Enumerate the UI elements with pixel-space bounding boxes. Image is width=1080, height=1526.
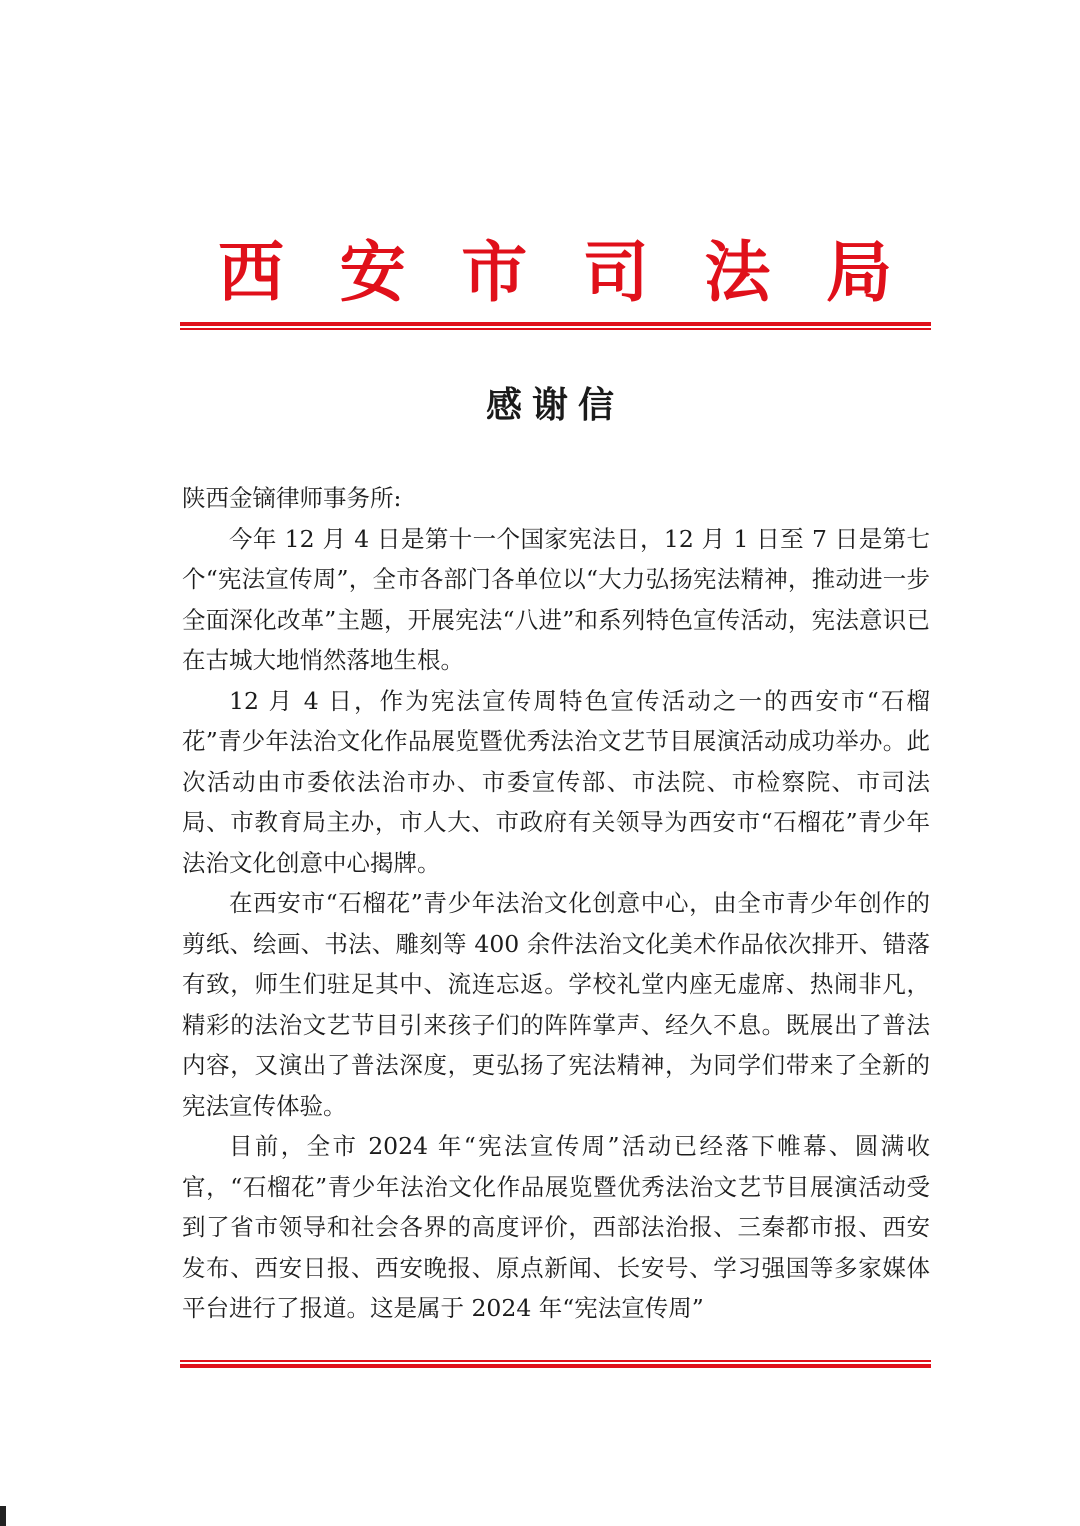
letterhead-title bbox=[180, 232, 930, 312]
paragraph: 目前，全市 2024 年“宪法宣传周”活动已经落下帷幕、圆满收官，“石榴花”青少年法治文化作品展览暨优秀法治文艺节目展演活动受到了省市领导和社会各界的高度评价，西部法治报、三秦都市报、西安发布、西安日报、西安晚报、原点新闻、长安号、学习强国等多家媒体平台进行了报道。这是属于 2024 年“宪法宣传周” bbox=[182, 1132, 930, 1322]
letterhead-char: 西 bbox=[218, 233, 284, 311]
paragraph: 12 月 4 日，作为宪法宣传周特色宣传活动之一的西安市“石榴花”青少年法治文化作品展览暨优秀法治文艺节目展演活动成功举办。此次活动由市委依法治市办、市委宣传部、市法院、市检察院、市司法局、市教育局主办，市人大、市政府有关领导为西安市“石榴花”青少年法治文化创意中心揭牌。 bbox=[182, 686, 930, 877]
paragraph: 今年 12 月 4 日是第十一个国家宪法日，12 月 1 日至 7 日是第七个“宪法宣传周”，全市各部门各单位以“大力弘扬宪法精神，推动进一步全面深化改革”主题，开展宪法“八进”和系列特色宣传活动，宪法意识已在古城大地悄然落地生根。 bbox=[182, 524, 930, 674]
salutation: 陕西金镝律师事务所: bbox=[182, 484, 402, 512]
letter-title: 感谢信 bbox=[485, 384, 624, 426]
letterhead-char: 安 bbox=[339, 233, 406, 311]
letterhead-char: 市 bbox=[461, 233, 528, 311]
paragraph: 在西安市“石榴花”青少年法治文化创意中心，由全市青少年创作的剪纸、绘画、书法、雕刻等 400 余件法治文化美术作品依次排开、错落有致，师生们驻足其中、流连忘返。学校礼堂内座无虚席、热闹非凡，精彩的法治文艺节目引来孩子们的阵阵掌声、经久不息。既展出了普法内容，又演出了普法深度，更弘扬了宪法精神，为同学们带来了全新的宪法宣传体验。 bbox=[182, 889, 930, 1120]
letterhead-char: 法 bbox=[704, 233, 771, 311]
letterhead-divider-top bbox=[180, 322, 931, 330]
letterhead-char: 司 bbox=[582, 233, 649, 311]
scan-edge-mark bbox=[0, 1506, 6, 1526]
footer-divider bbox=[180, 1360, 931, 1368]
letterhead-char: 局 bbox=[825, 233, 892, 311]
letter-body bbox=[182, 478, 930, 1329]
